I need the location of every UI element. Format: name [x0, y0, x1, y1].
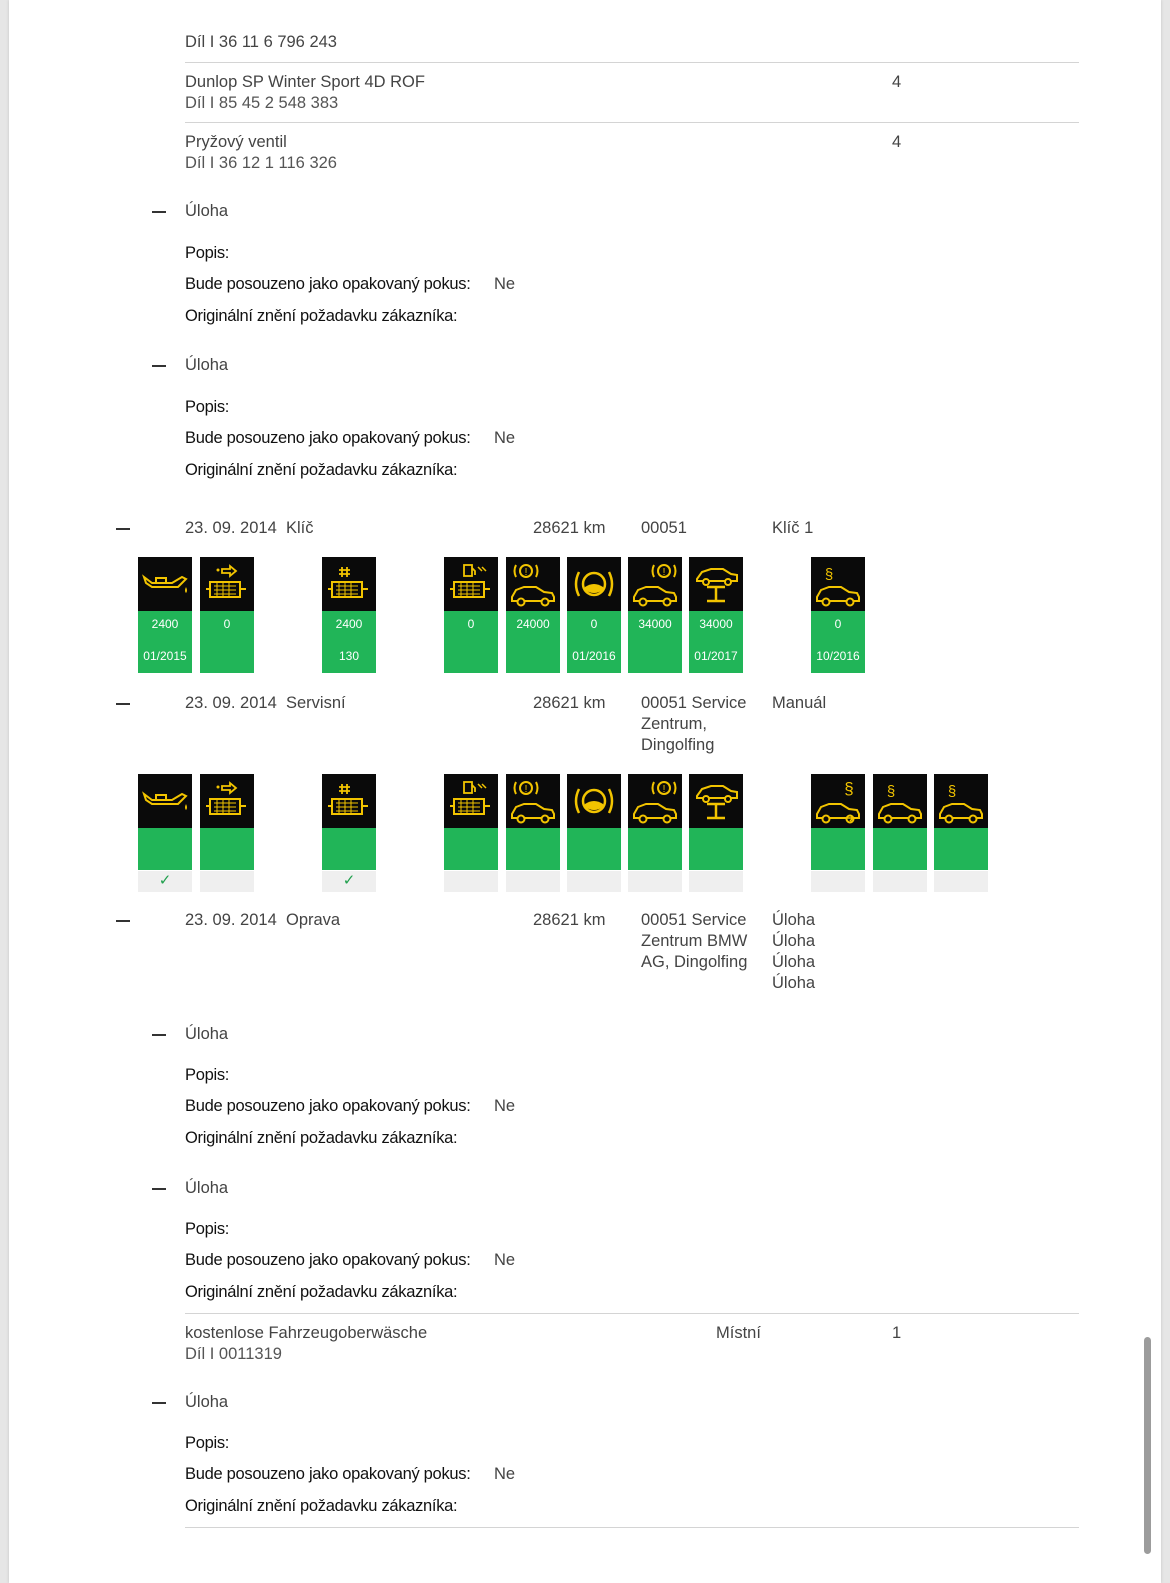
check-icon — [200, 870, 254, 892]
tile-value: 34000 — [699, 617, 733, 631]
task-title: Úloha — [185, 1393, 229, 1411]
part-source: Místní — [716, 1324, 761, 1342]
svg-text:!: ! — [524, 567, 528, 578]
service-tile — [200, 557, 254, 673]
service-history-page — [9, 0, 1161, 1583]
entry-info: Manuál — [772, 694, 827, 712]
tile-value: 24000 — [516, 617, 550, 631]
task-title: Úloha — [185, 356, 229, 374]
part-quantity: 1 — [892, 1324, 902, 1342]
tile-date: 10/2016 — [816, 649, 860, 663]
service-tile — [138, 557, 192, 673]
description-label: Popis: — [185, 398, 230, 416]
entry-info: Úloha — [772, 932, 816, 950]
check-icon — [628, 870, 682, 892]
repeat-attempt-value: Ne — [494, 1097, 516, 1115]
collapse-toggle[interactable] — [116, 528, 130, 530]
customer-request-label: Originální znění požadavku zákazníka: — [185, 461, 458, 479]
entry-dealer: 00051 Service — [641, 911, 747, 929]
service-tile — [200, 774, 254, 892]
collapse-toggle[interactable] — [152, 211, 166, 213]
repeat-attempt-label: Bude posouzeno jako opakovaný pokus: — [185, 1097, 471, 1115]
service-tile — [506, 774, 560, 892]
tile-status — [444, 828, 498, 870]
vehicle-check-icon — [689, 774, 743, 828]
oil-icon — [138, 557, 192, 611]
task-title: Úloha — [185, 1179, 229, 1197]
customer-request-label: Originální znění požadavku zákazníka: — [185, 1283, 458, 1301]
tile-status — [200, 611, 254, 673]
entry-date: 23. 09. 2014 — [185, 694, 277, 712]
tile-date: 130 — [338, 649, 360, 663]
part-name: Pryžový ventil — [185, 133, 287, 151]
check-icon — [689, 870, 743, 892]
customer-request-label: Originální znění požadavku zákazníka: — [185, 307, 458, 325]
legal-inspection-icon — [811, 557, 865, 611]
entry-dealer: Zentrum BMW — [641, 932, 748, 950]
repeat-attempt-label: Bude posouzeno jako opakovaný pokus: — [185, 1251, 471, 1269]
service-tile — [934, 774, 988, 892]
part-number: Díl I 85 45 2 548 383 — [185, 94, 339, 112]
check-icon: ✓ — [138, 870, 192, 892]
tile-status — [628, 828, 682, 870]
customer-request-label: Originální znění požadavku zákazníka: — [185, 1129, 458, 1147]
service-tile — [567, 557, 621, 673]
service-tile — [506, 557, 560, 673]
check-icon — [811, 870, 865, 892]
service-tile — [811, 774, 865, 892]
diesel-filter-icon — [322, 557, 376, 611]
svg-text:§: § — [824, 566, 834, 583]
svg-text:§: § — [844, 779, 854, 798]
part-quantity: 4 — [892, 133, 902, 151]
svg-text:§: § — [886, 783, 896, 800]
emission-inspection-icon — [811, 774, 865, 828]
service-tile — [444, 557, 498, 673]
description-label: Popis: — [185, 244, 230, 262]
check-icon: ✓ — [322, 870, 376, 892]
tile-status — [322, 611, 376, 673]
divider — [185, 122, 1079, 123]
svg-text:§: § — [947, 783, 957, 800]
part-number: Díl I 36 12 1 116 326 — [185, 154, 337, 172]
tile-status — [689, 611, 743, 673]
tile-date: 01/2015 — [143, 649, 187, 663]
legal-inspection-icon — [934, 774, 988, 828]
entry-type: Oprava — [286, 911, 341, 929]
check-icon — [567, 870, 621, 892]
divider — [185, 1313, 1079, 1314]
tile-status — [811, 611, 865, 673]
collapse-toggle[interactable] — [152, 1034, 166, 1036]
oil-icon — [138, 774, 192, 828]
entry-type: Servisní — [286, 694, 346, 712]
entry-dealer: AG, Dingolfing — [641, 953, 748, 971]
entry-dealer: 00051 Service — [641, 694, 747, 712]
repeat-attempt-label: Bude posouzeno jako opakovaný pokus: — [185, 429, 471, 447]
entry-date: 23. 09. 2014 — [185, 911, 277, 929]
tile-status — [444, 611, 498, 673]
part-name: Dunlop SP Winter Sport 4D ROF — [185, 73, 425, 91]
divider — [185, 1527, 1079, 1528]
tile-value: 0 — [467, 617, 475, 631]
scrollbar-thumb[interactable] — [1144, 1337, 1151, 1554]
description-label: Popis: — [185, 1434, 230, 1452]
diesel-filter-icon — [322, 774, 376, 828]
svg-text:!: ! — [662, 784, 666, 795]
tile-status — [322, 828, 376, 870]
repeat-attempt-label: Bude posouzeno jako opakovaný pokus: — [185, 275, 471, 293]
description-label: Popis: — [185, 1220, 230, 1238]
rear-brake-icon — [628, 774, 682, 828]
tile-status — [934, 828, 988, 870]
collapse-toggle[interactable] — [152, 1402, 166, 1404]
particle-filter-icon — [200, 557, 254, 611]
front-brake-icon — [506, 774, 560, 828]
front-brake-icon — [506, 557, 560, 611]
tile-value: 0 — [223, 617, 231, 631]
tile-status — [873, 828, 927, 870]
collapse-toggle[interactable] — [152, 1188, 166, 1190]
tile-value: 0 — [834, 617, 842, 631]
service-tile — [689, 774, 743, 892]
service-tile — [689, 557, 743, 673]
svg-text:!: ! — [662, 567, 666, 578]
repeat-attempt-label: Bude posouzeno jako opakovaný pokus: — [185, 1465, 471, 1483]
svg-text:!: ! — [524, 784, 528, 795]
entry-dealer: Dingolfing — [641, 736, 715, 754]
tile-status — [628, 611, 682, 673]
tile-date: 01/2017 — [694, 649, 738, 663]
service-tile — [873, 774, 927, 892]
tile-status — [811, 828, 865, 870]
brake-fluid-icon — [567, 774, 621, 828]
service-tile — [322, 774, 376, 892]
part-number: Díl I 0011319 — [185, 1345, 282, 1363]
tile-status — [200, 828, 254, 870]
tile-status — [506, 611, 560, 673]
description-label: Popis: — [185, 1066, 230, 1084]
entry-info: Klíč 1 — [772, 519, 814, 537]
repeat-attempt-value: Ne — [494, 275, 516, 293]
repeat-attempt-value: Ne — [494, 1251, 516, 1269]
entry-dealer: Zentrum, — [641, 715, 708, 733]
fuel-filter-icon — [444, 774, 498, 828]
entry-date: 23. 09. 2014 — [185, 519, 277, 537]
particle-filter-icon — [200, 774, 254, 828]
service-tile — [322, 557, 376, 673]
entry-type: Klíč — [286, 519, 314, 537]
entry-info: Úloha — [772, 911, 816, 929]
tile-date: 01/2016 — [572, 649, 616, 663]
repeat-attempt-value: Ne — [494, 1465, 516, 1483]
rear-brake-icon — [628, 557, 682, 611]
check-icon — [506, 870, 560, 892]
entry-mileage: 28621 km — [533, 911, 606, 929]
check-icon — [444, 870, 498, 892]
collapse-toggle[interactable] — [152, 365, 166, 367]
entry-info: Úloha — [772, 953, 816, 971]
collapse-toggle[interactable] — [116, 920, 130, 922]
tile-status — [506, 828, 560, 870]
service-tile — [811, 557, 865, 673]
brake-fluid-icon — [567, 557, 621, 611]
check-icon — [934, 870, 988, 892]
service-tile — [628, 774, 682, 892]
entry-mileage: 28621 km — [533, 519, 606, 537]
tile-status — [138, 611, 192, 673]
entry-mileage: 28621 km — [533, 694, 606, 712]
part-quantity: 4 — [892, 73, 902, 91]
check-icon — [873, 870, 927, 892]
fuel-filter-icon — [444, 557, 498, 611]
part-number: Díl I 36 11 6 796 243 — [185, 33, 337, 51]
collapse-toggle[interactable] — [116, 703, 130, 705]
tile-value: 0 — [590, 617, 598, 631]
part-name: kostenlose Fahrzeugoberwäsche — [185, 1324, 428, 1342]
tile-status — [567, 611, 621, 673]
entry-info: Úloha — [772, 974, 816, 992]
vehicle-check-icon — [689, 557, 743, 611]
tile-value: 2400 — [151, 617, 179, 631]
task-title: Úloha — [185, 1025, 229, 1043]
service-tile — [567, 774, 621, 892]
task-title: Úloha — [185, 202, 229, 220]
tile-status — [567, 828, 621, 870]
tile-status — [689, 828, 743, 870]
repeat-attempt-value: Ne — [494, 429, 516, 447]
service-tile — [444, 774, 498, 892]
service-tile — [628, 557, 682, 673]
tile-status — [138, 828, 192, 870]
legal-inspection-icon — [873, 774, 927, 828]
entry-dealer: 00051 — [641, 519, 687, 537]
tile-value: 34000 — [638, 617, 672, 631]
customer-request-label: Originální znění požadavku zákazníka: — [185, 1497, 458, 1515]
tile-value: 2400 — [335, 617, 363, 631]
service-tile — [138, 774, 192, 892]
divider — [185, 62, 1079, 63]
